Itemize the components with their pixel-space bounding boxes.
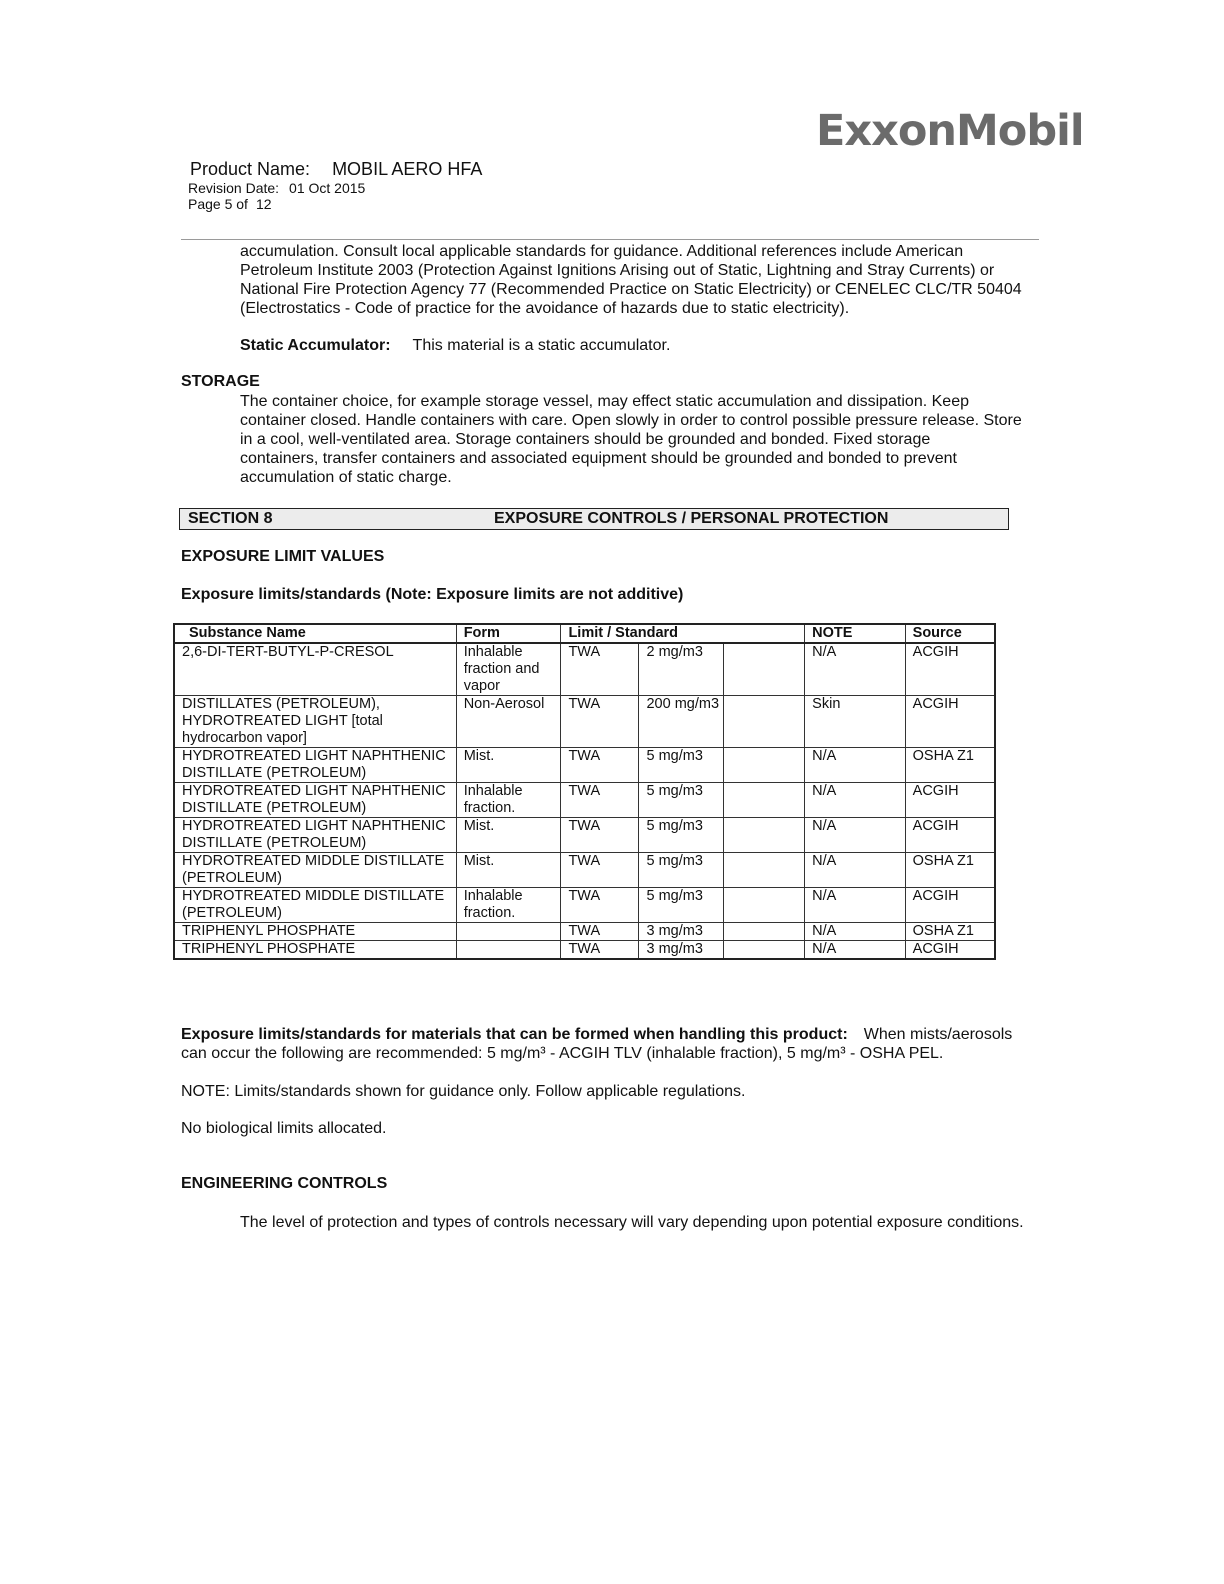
cell-note: N/A — [805, 643, 905, 696]
cell-substance: HYDROTREATED LIGHT NAPHTHENIC DISTILLATE (PETROLEUM) — [174, 783, 456, 818]
cell-form — [456, 923, 561, 941]
table-header-row — [174, 624, 995, 643]
cell-form: Non-Aerosol — [456, 696, 561, 748]
cell-form: Inhalable fraction and vapor — [456, 643, 561, 696]
cell-form: Mist. — [456, 748, 561, 783]
cell-blank — [723, 643, 804, 696]
cell-blank — [723, 941, 804, 960]
engineering-controls-text: The level of protection and types of controls necessary will vary depending upon potential exposure conditions. — [240, 1214, 1024, 1231]
storage-heading: STORAGE — [181, 373, 260, 390]
biological-limits: No biological limits allocated. — [181, 1120, 387, 1137]
cell-form: Mist. — [456, 818, 561, 853]
intro-line: Petroleum Institute 2003 (Protection Against Ignitions Arising out of Static, Lightning and Stray Currents) or — [240, 262, 995, 279]
page-number — [188, 196, 272, 212]
exposure-limits-table — [173, 623, 996, 960]
table-row — [174, 818, 995, 853]
cell-value: 5 mg/m3 — [639, 748, 723, 783]
table-row — [174, 643, 995, 696]
cell-type: TWA — [561, 818, 639, 853]
revision-date-label: Revision Date: — [188, 180, 280, 196]
storage-line: container closed. Handle containers with care. Open slowly in order to control possible pressure release. Store — [240, 412, 1022, 429]
static-accumulator-value: This material is a static accumulator. — [412, 337, 671, 354]
header-source: Source — [905, 624, 995, 643]
cell-value: 5 mg/m3 — [639, 888, 723, 923]
cell-type: TWA — [561, 941, 639, 960]
cell-note: N/A — [805, 853, 905, 888]
revision-date-value: 01 Oct 2015 — [289, 180, 366, 196]
header-form: Form — [456, 624, 561, 643]
cell-type: TWA — [561, 853, 639, 888]
cell-value: 2 mg/m3 — [639, 643, 723, 696]
cell-substance: HYDROTREATED LIGHT NAPHTHENIC DISTILLATE (PETROLEUM) — [174, 748, 456, 783]
cell-form: Inhalable fraction. — [456, 783, 561, 818]
cell-substance: HYDROTREATED MIDDLE DISTILLATE (PETROLEUM) — [174, 853, 456, 888]
intro-line: National Fire Protection Agency 77 (Recommended Practice on Static Electricity) or CENELEC CLC/TR 50404 — [240, 281, 1022, 298]
cell-source: OSHA Z1 — [905, 748, 995, 783]
cell-blank — [723, 783, 804, 818]
product-name — [190, 159, 482, 180]
cell-form: Mist. — [456, 853, 561, 888]
cell-blank — [723, 748, 804, 783]
storage-line: containers, transfer containers and associated equipment should be grounded and bonded to prevent — [240, 450, 957, 467]
guidance-note: NOTE: Limits/standards shown for guidance only. Follow applicable regulations. — [181, 1083, 746, 1100]
cell-value: 3 mg/m3 — [639, 923, 723, 941]
cell-source: OSHA Z1 — [905, 923, 995, 941]
table-row — [174, 748, 995, 783]
cell-source: ACGIH — [905, 696, 995, 748]
table-body — [174, 643, 995, 959]
cell-source: OSHA Z1 — [905, 853, 995, 888]
static-accumulator-line — [240, 336, 1055, 355]
cell-source: ACGIH — [905, 818, 995, 853]
header-note: NOTE — [805, 624, 905, 643]
cell-blank — [723, 888, 804, 923]
cell-blank — [723, 923, 804, 941]
section-title: EXPOSURE CONTROLS / PERSONAL PROTECTION — [494, 510, 889, 527]
cell-type: TWA — [561, 923, 639, 941]
storage-paragraph — [240, 392, 1055, 487]
cell-blank — [723, 853, 804, 888]
section-number: SECTION 8 — [188, 510, 273, 527]
cell-substance: TRIPHENYL PHOSPHATE — [174, 941, 456, 960]
product-name-label: Product Name: — [190, 159, 311, 179]
storage-line: The container choice, for example storage vessel, may effect static accumulation and dissipation. Keep — [240, 393, 969, 410]
exxonmobil-logo: ExxonMobil — [816, 106, 1084, 156]
header-limit: Limit / Standard — [561, 624, 805, 643]
formed-label: Exposure limits/standards for materials that can be formed when handling this product: — [181, 1026, 848, 1043]
cell-source: ACGIH — [905, 888, 995, 923]
cell-note: N/A — [805, 818, 905, 853]
table-row — [174, 941, 995, 960]
cell-type: TWA — [561, 783, 639, 818]
cell-form: Inhalable fraction. — [456, 888, 561, 923]
table-row — [174, 888, 995, 923]
cell-substance: TRIPHENYL PHOSPHATE — [174, 923, 456, 941]
cell-note: Skin — [805, 696, 905, 748]
intro-line: (Electrostatics - Code of practice for the avoidance of hazards due to static electricity). — [240, 300, 850, 317]
cell-type: TWA — [561, 643, 639, 696]
engineering-controls-heading: ENGINEERING CONTROLS — [181, 1175, 388, 1192]
intro-line: accumulation. Consult local applicable standards for guidance. Additional references include American — [240, 243, 964, 260]
cell-type: TWA — [561, 696, 639, 748]
cell-form — [456, 941, 561, 960]
storage-line: accumulation of static charge. — [240, 469, 452, 486]
cell-note: N/A — [805, 923, 905, 941]
cell-substance: HYDROTREATED MIDDLE DISTILLATE (PETROLEUM) — [174, 888, 456, 923]
cell-substance: HYDROTREATED LIGHT NAPHTHENIC DISTILLATE (PETROLEUM) — [174, 818, 456, 853]
header-substance: Substance Name — [174, 624, 456, 643]
exposure-limit-subheading: Exposure limits/standards (Note: Exposure limits are not additive) — [181, 586, 684, 603]
table-row — [174, 853, 995, 888]
formed-text-1: When mists/aerosols — [863, 1026, 1013, 1043]
cell-value: 200 mg/m3 — [639, 696, 723, 748]
cell-value: 5 mg/m3 — [639, 853, 723, 888]
section-8-bar — [179, 508, 1009, 530]
cell-source: ACGIH — [905, 783, 995, 818]
table-row — [174, 783, 995, 818]
page-number-total: 12 — [255, 196, 272, 212]
cell-type: TWA — [561, 748, 639, 783]
page-number-label: Page 5 of — [188, 196, 248, 212]
cell-value: 5 mg/m3 — [639, 818, 723, 853]
cell-note: N/A — [805, 941, 905, 960]
cell-substance: DISTILLATES (PETROLEUM), HYDROTREATED LIGHT [total hydrocarbon vapor] — [174, 696, 456, 748]
cell-note: N/A — [805, 783, 905, 818]
cell-value: 3 mg/m3 — [639, 941, 723, 960]
table-row — [174, 923, 995, 941]
cell-blank — [723, 696, 804, 748]
product-name-value: MOBIL AERO HFA — [332, 159, 483, 179]
cell-value: 5 mg/m3 — [639, 783, 723, 818]
table-row — [174, 696, 995, 748]
cell-blank — [723, 818, 804, 853]
revision-date — [188, 180, 365, 196]
formed-text-2: can occur the following are recommended: 5 mg/m³ - ACGIH TLV (inhalable fraction), 5 mg/m³ - OSHA PEL. — [181, 1045, 944, 1062]
static-references-paragraph — [240, 242, 1055, 318]
formed-materials-paragraph — [181, 1025, 1051, 1063]
cell-type: TWA — [561, 888, 639, 923]
cell-substance: 2,6-DI-TERT-BUTYL-P-CRESOL — [174, 643, 456, 696]
cell-note: N/A — [805, 888, 905, 923]
cell-note: N/A — [805, 748, 905, 783]
formed-line-1 — [181, 1025, 1051, 1044]
exposure-limit-heading: EXPOSURE LIMIT VALUES — [181, 548, 385, 565]
cell-source: ACGIH — [905, 941, 995, 960]
header-divider — [181, 239, 1039, 240]
static-accumulator-label: Static Accumulator: — [240, 337, 391, 354]
cell-source: ACGIH — [905, 643, 995, 696]
storage-line: in a cool, well-ventilated area. Storage containers should be grounded and bonded. Fixed storage — [240, 431, 931, 448]
